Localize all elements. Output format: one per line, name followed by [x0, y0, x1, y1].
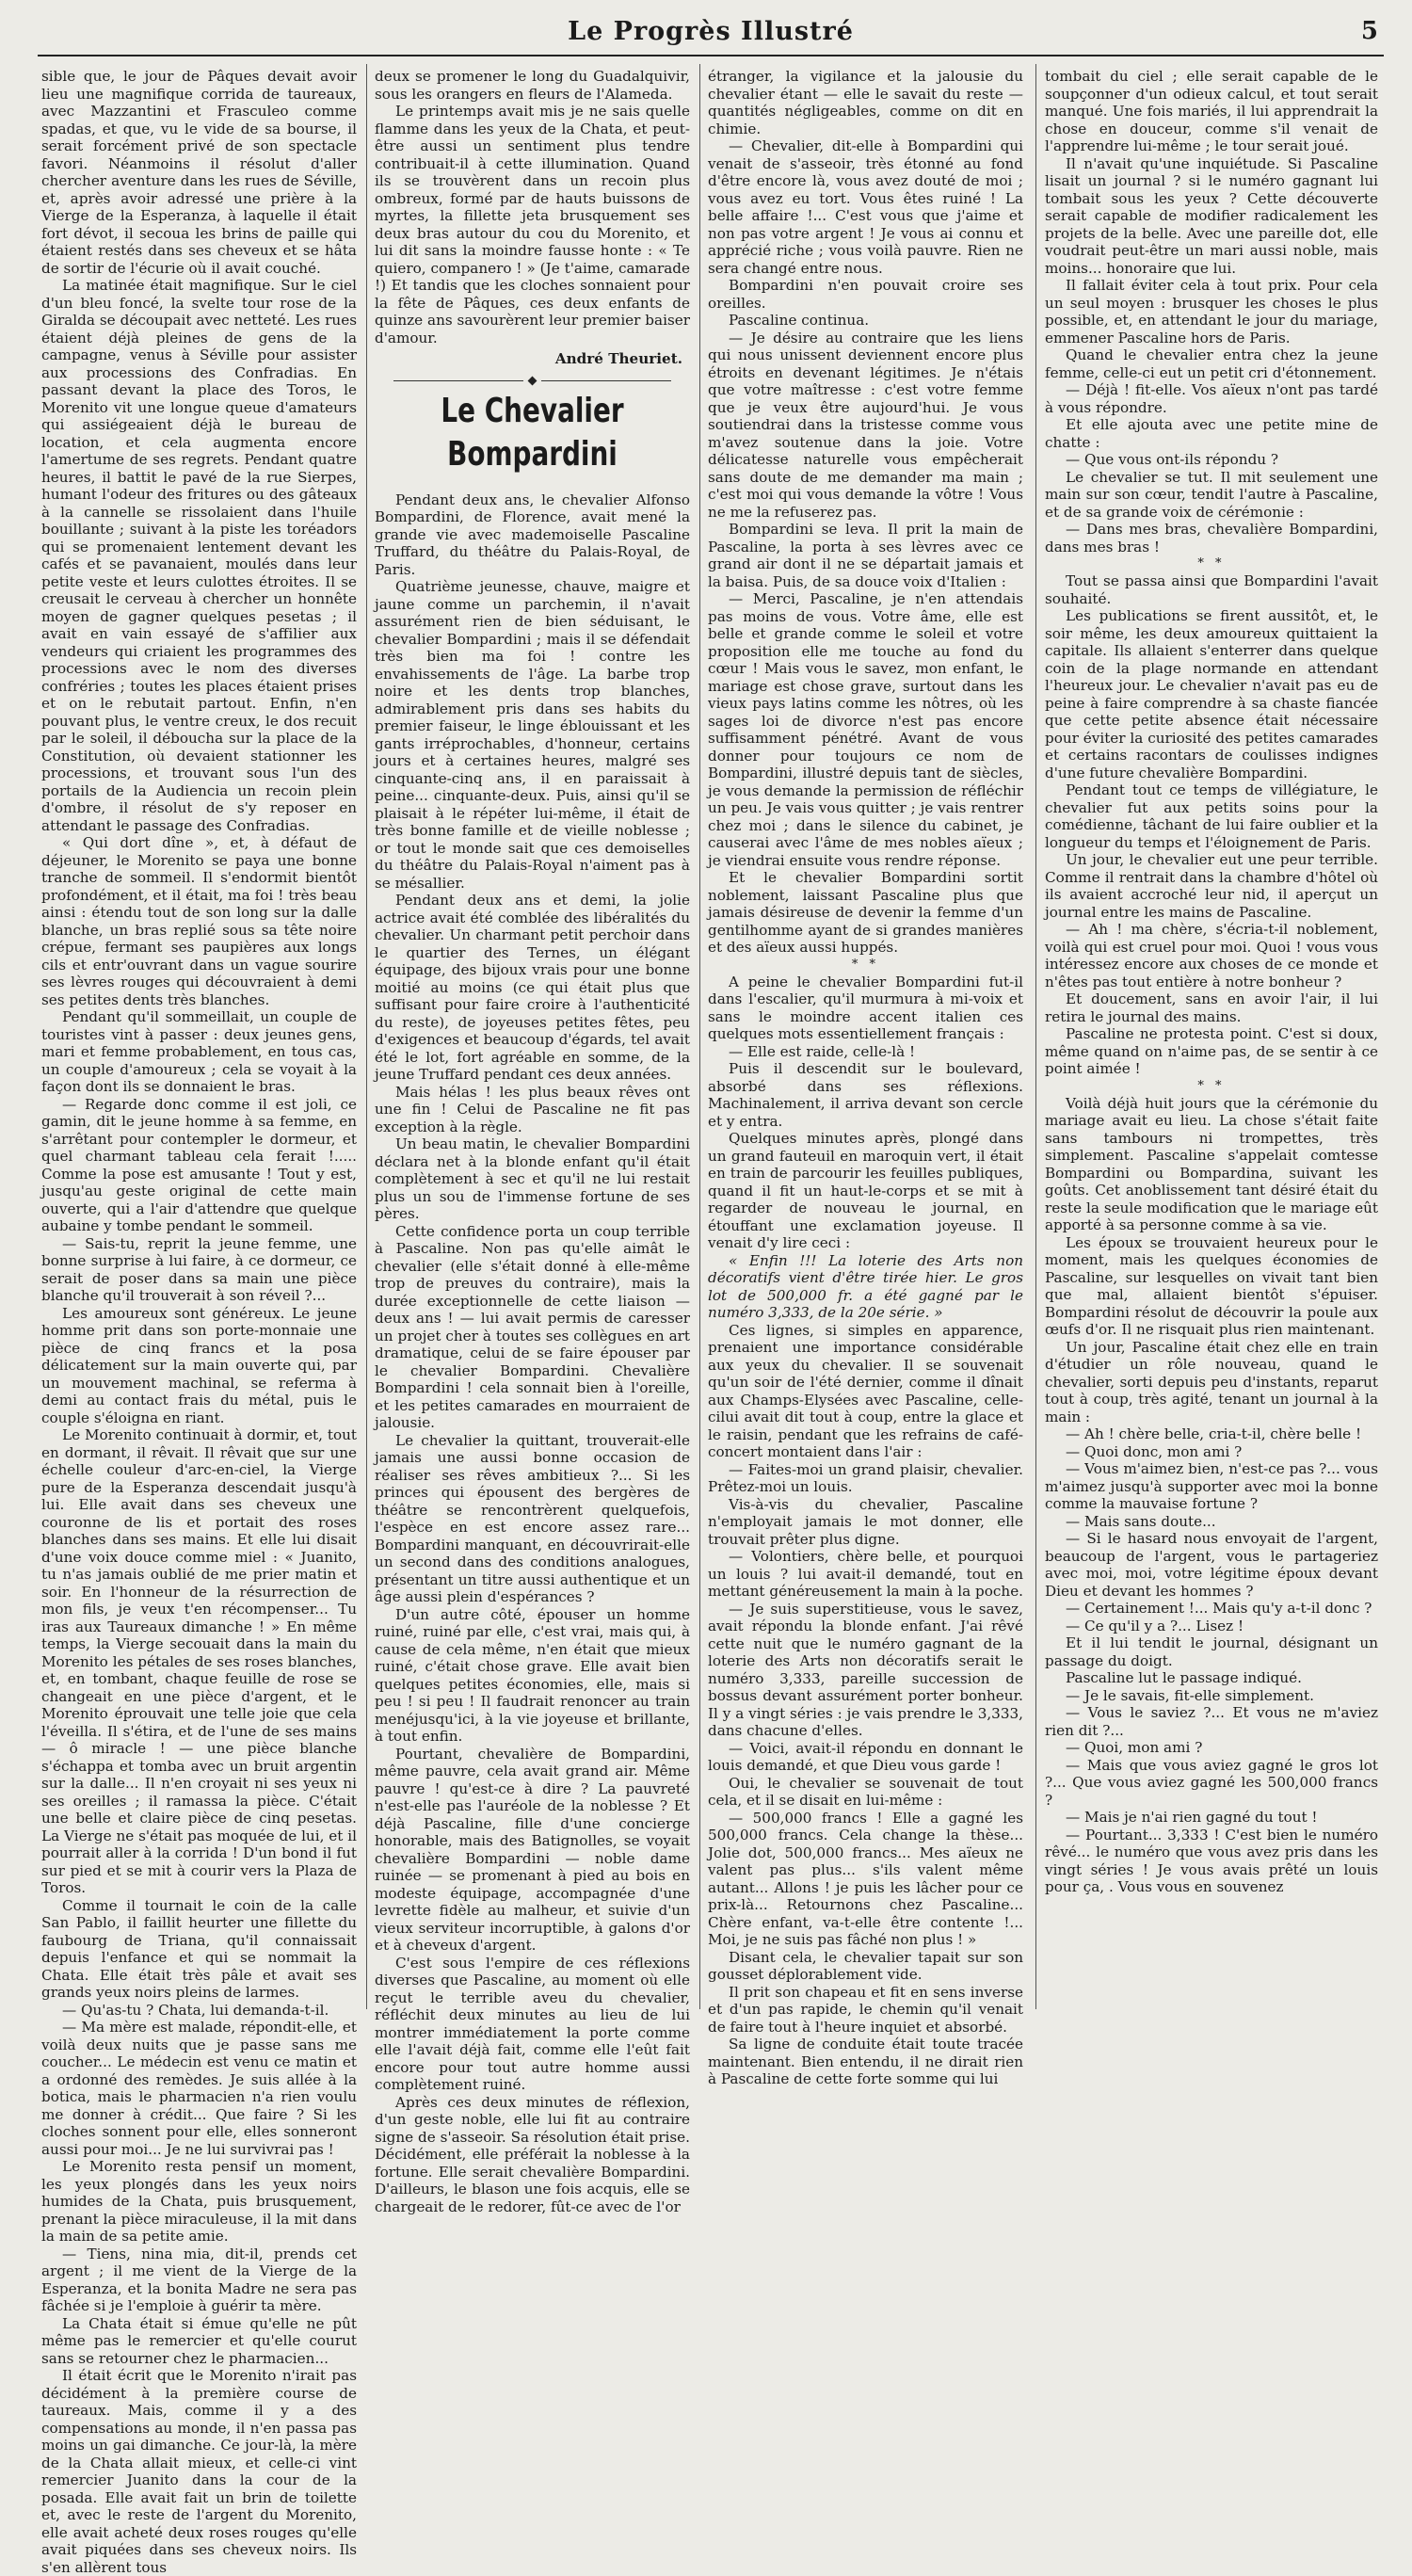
- paragraph: — Vous m'aimez bien, n'est-ce pas ?... vous m'aimez jusqu'à supporter avec moi la bonne comme la mauvaise fortune ?: [1045, 1460, 1378, 1512]
- paragraph: « Enfin !!! La loterie des Arts non décoratifs vient d'être tirée hier. Le gros lot de 500,000 fr. a été gagné par le numéro 3,333, de la 20e série. »: [708, 1251, 1023, 1321]
- paragraph: Il était écrit que le Morenito n'irait pas décidément à la première course de taureaux. Mais, comme il y a des compensations au monde, il n'en passa pas moins un gai dimanche. Ce jour-là, la mère de la Chata allait mieux, et celle-ci vint remercier Juanito dans la cour de la posada. Elle avait fait un brin de toilette et, avec le reste de l'argent du Morenito, elle avait acheté deux roses rouges qu'elle avait piquées dans ses cheveux noirs. Ils s'en allèrent tous: [41, 2367, 357, 2576]
- paragraph: tombait du ciel ; elle serait capable de le soupçonner d'un odieux calcul, et tout serait manqué. Une fois mariés, il lui apprendrait la chose en douceur, comme s'il venait de l'apprendre lui-même ; le tour serait joué.: [1045, 68, 1378, 154]
- paragraph: Pendant deux ans, le chevalier Alfonso Bompardini, de Florence, avait mené la grande vie avec mademoiselle Pascaline Truffard, du théâtre du Palais-Royal, de Paris.: [375, 491, 690, 578]
- paragraph: Après ces deux minutes de réflexion, d'un geste noble, elle lui fit au contraire signe de s'asseoir. Sa résolution était prise. Décidément, elle préférait la noblesse à la fortune. Elle serait chevalière Bompardini. D'ailleurs, le blason une fois acquis, elle se chargeait de le redorer, fût-ce avec de l'or: [375, 2093, 690, 2215]
- paragraph: — Pourtant... 3,333 ! C'est bien le numéro rêvé... le numéro que vous avez pris dans les vingt séries ! Je vous avais prêté un louis pour ça, . Vous vous en souvenez: [1045, 1826, 1378, 1895]
- paragraph: La matinée était magnifique. Sur le ciel d'un bleu foncé, la svelte tour rose de la Giralda se découpait avec netteté. Les rues étaient déjà pleines de gens de la campagne, venus à Séville pour assister aux processions des Confradias. En passant devant la place des Toros, le Morenito vit une longue queue d'amateurs qui assiégeaient déjà le bureau de location, et cela augmenta encore l'amertume de ses regrets. Pendant quatre heures, il battit le pavé de la rue Sierpes, humant l'odeur des fritures ou des gâteaux à la cannelle se rissolaient dans l'huile bouillante ; suivant à la piste les toréadors qui se promenaient lentement devant les cafés et se pavanaient, moulés dans leur petite veste et leurs culottes étroites. Il se creusait le cerveau à chercher un honnête moyen de gagner quelques pesetas ; il avait en vain essayé de s'affilier aux vendeurs qui criaient les programmes des processions avec le nom des diverses confréries ; toutes les places étaient prises et on le rebutait partout. Enfin, n'en pouvant plus, le ventre creux, le dos recuit par le soleil, il déboucha sur la place de la Constitution, où devaient stationner les processions, et trouvant sous l'un des portails de la Audiencia un recoin plein d'ombre, il résolut de s'y reposer en attendant le passage des Confradias.: [41, 277, 357, 834]
- paragraph: — Elle est raide, celle-là !: [729, 1042, 916, 1060]
- paragraph: — 500,000 francs ! Elle a gagné les 500,000 francs. Cela change la thèse... Jolie dot, 500,000 francs... Mes aïeux ne valent pas plus... s'ils valent même autant... Allons ! je puis les lâcher pour ce prix-là... Retournons chez Pascaline... Chère enfant, va-t-elle être contente !... Moi, je ne suis pas fâché non plus ! »: [708, 1809, 1023, 1948]
- paragraph: — Ma mère est malade, répondit-elle, et voilà deux nuits que je passe sans me coucher... Le médecin est venu ce matin et a ordonné des remèdes. Je suis allée à la botica, mais le pharmacien n'a rien voulu me donner à crédit... Que faire ? Si les cloches sonnent pour elle, elles sonneront aussi pour moi... Je ne lui survivrai pas !: [41, 2019, 357, 2158]
- paragraph: Le Morenito resta pensif un moment, les yeux plongés dans les yeux noirs humides de la Chata, puis brusquement, prenant la pièce miraculeuse, il la mit dans la main de sa petite amie.: [41, 2158, 357, 2245]
- paragraph: Pascaline continua.: [729, 312, 870, 329]
- paragraph: Quand le chevalier entra chez la jeune femme, celle-ci eut un petit cri d'étonnement.: [1045, 346, 1378, 381]
- paragraph: Sa ligne de conduite était toute tracée maintenant. Bien entendu, il ne dirait rien à Pascaline de cette forte somme qui lui: [708, 2036, 1023, 2087]
- paragraph: Disant cela, le chevalier tapait sur son gousset déplorablement vide.: [708, 1948, 1023, 1983]
- paragraph: Les amoureux sont généreux. Le jeune homme prit dans son porte-monnaie une pièce de cinq francs et la posa délicatement sur la main ouverte qui, par un mouvement machinal, se referma à demi au contact frais du métal, puis le couple s'éloigna en riant.: [41, 1304, 357, 1426]
- paragraph: Le printemps avait mis je ne sais quelle flamme dans les yeux de la Chata, et peut-être aussi un sentiment plus tendre contribuait-il à cette illumination. Quand ils se trouvèrent dans un recoin plus ombreux, formé par de hauts buissons de myrtes, la fillette jeta brusquement ses deux bras autour du cou du Morenito, et lui dit sans la moindre fausse honte : « Te quiero, companero ! » (Je t'aime, camarade !) Et tandis que les cloches sonnaient pour la fête de Pâques, ces deux enfants de quinze ans savourèrent leur premier baiser d'amour.: [375, 103, 690, 346]
- paragraph: — Regarde donc comme il est joli, ce gamin, dit le jeune homme à sa femme, en s'arrêtant pour contempler le dormeur, et quel charmant tableau cela ferait !..... Comme la pose est amusante ! Tout y est, jusqu'au geste original de cette main ouverte, qui a l'air d'attendre que quelque aubaine y tombe pendant le sommeil.: [41, 1095, 357, 1234]
- paragraph: — Je suis superstitieuse, vous le savez, avait répondu la blonde enfant. J'ai rêvé cette nuit que le numéro gagnant de la loterie des Arts non décoratifs serait le numéro 3,333, pareille succession de bossus devant assurément porter bonheur. Il y a vingt séries : je vais prendre le 3,333, dans chacune d'elles.: [708, 1600, 1023, 1739]
- paragraph: étranger, la vigilance et la jalousie du chevalier étant — elle le savait du reste — quantités négligeables, comme on dit en chimie.: [708, 68, 1023, 137]
- section-break: * *: [851, 957, 880, 972]
- column-2: [375, 68, 690, 2215]
- paragraph: Voilà déjà huit jours que la cérémonie du mariage avait eu lieu. La chose s'était faite sans tambours ni trompettes, très simplement. Pascaline s'appelait comtesse Bompardini ou Bompardina, suivant les goûts. Cet anoblissement tant désiré était du reste la seule modification que le mariage eût apporté à sa personne comme à sa vie.: [1045, 1094, 1378, 1233]
- column-rule: [1035, 64, 1036, 2009]
- paragraph: — Tiens, nina mia, dit-il, prends cet argent ; il me vient de la Vierge de la Esperanza, et la bonita Madre ne sera pas fâchée si je l'emploie à guérir ta mère.: [41, 2245, 357, 2314]
- column-4: [1045, 68, 1378, 2007]
- paragraph: Pascaline lut le passage indiqué.: [1066, 1669, 1302, 1686]
- story-title: Le Chevalier Bompardini: [441, 391, 624, 474]
- paragraph: — Quoi donc, mon ami ?: [1066, 1442, 1243, 1460]
- paragraph: Il n'avait qu'une inquiétude. Si Pascaline lisait un journal ? si le numéro gagnant lui tombait sous les yeux ? Cette découverte serait capable de modifier radicalement les projets de la belle. Avec une pareille dot, elle voudrait peut-être un mari aussi noble, mais moins... honoraire que lui.: [1045, 154, 1378, 277]
- paragraph: Pendant qu'il sommeillait, un couple de touristes vint à passer : deux jeunes gens, mari et femme probablement, en tous cas, un couple d'amoureux ; cela se voyait à la façon dont ils se donnaient le bras.: [41, 1008, 357, 1095]
- paragraph: Un jour, le chevalier eut une peur terrible. Comme il rentrait dans la chambre d'hôtel où ils avaient accroché leur nid, il aperçut un journal entre les mains de Pascaline.: [1045, 851, 1378, 921]
- masthead: [38, 13, 1384, 56]
- author-signature: André Theuriet.: [554, 350, 682, 367]
- paragraph: Oui, le chevalier se souvenait de tout cela, et il se disait en lui-même :: [708, 1774, 1023, 1809]
- paragraph: — Mais que vous aviez gagné le gros lot ?... Que vous aviez gagné les 500,000 francs ?: [1045, 1756, 1378, 1809]
- paragraph: Pendant tout ce temps de villégiature, le chevalier fut aux petits soins pour la comédienne, tâchant de lui faire oublier et la longueur du temps et l'éloignement de Paris.: [1045, 781, 1378, 851]
- paragraph: — Mais sans doute...: [1066, 1512, 1216, 1530]
- paragraph: — Voici, avait-il répondu en donnant le louis demandé, et que Dieu vous garde !: [708, 1739, 1023, 1774]
- paragraph: — Déjà ! fit-elle. Vos aïeux n'ont pas tardé à vous répondre.: [1045, 381, 1378, 416]
- paragraph: Et il lui tendit le journal, désignant un passage du doigt.: [1045, 1634, 1378, 1669]
- paragraph: Ces lignes, si simples en apparence, prenaient une importance considérable aux yeux du chevalier. Il se souvenait qu'un soir de l'été dernier, comme il dînait aux Champs-Elysées avec Pascaline, celle-cilui avait dit tout à coup, entre la glace et le raisin, pendant que les refrains de café-concert montaient dans l'air :: [708, 1321, 1023, 1460]
- paragraph: Comme il tournait le coin de la calle San Pablo, il faillit heurter une fillette du faubourg de Triana, qu'il connaissait depuis l'enfance et qui se nommait la Chata. Elle était très pâle et avait ses grands yeux noirs pleins de larmes.: [41, 1896, 357, 2001]
- paragraph: Un jour, Pascaline était chez elle en train d'étudier un rôle nouveau, quand le chevalier, sorti depuis peu d'instants, reparut tout à coup, très agité, tenant un journal à la main :: [1045, 1338, 1378, 1425]
- paragraph: — Mais je n'ai rien gagné du tout !: [1066, 1809, 1318, 1826]
- column-rule: [366, 64, 367, 2009]
- section-break: * *: [1197, 1078, 1226, 1093]
- paragraph: — Vous le saviez ?... Et vous ne m'aviez rien dit ?...: [1045, 1704, 1378, 1739]
- paragraph: Bompardini n'en pouvait croire ses oreilles.: [708, 277, 1023, 312]
- paragraph: — Ah ! ma chère, s'écria-t-il noblement, voilà qui est cruel pour moi. Quoi ! vous vous intéressez encore aux choses de ce monde et n'êtes pas tout entière à notre bonheur ?: [1045, 921, 1378, 990]
- paragraph: — Merci, Pascaline, je n'en attendais pas moins de vous. Votre âme, elle est belle et grande comme le soleil et votre proposition elle me touche au fond du cœur ! Mais vous le savez, mon enfant, le mariage est chose grave, surtout dans les vieux pays latins comme les nôtres, où les sages loi de divorce n'est pas encore suffisamment pénétré. Avant de vous donner pour toujours ce nom de Bompardini, illustré depuis tant de siècles, je vous demande la permission de réfléchir un peu. Je vais vous quitter ; je vais rentrer chez moi ; dans le silence du cabinet, je causerai avec l'âme de mes nobles aïeux ; je viendrai ensuite vous rendre réponse.: [708, 590, 1023, 869]
- paragraph: Le chevalier se tut. Il mit seulement une main sur son cœur, tendit l'autre à Pascaline, et de sa grande voix de cérémonie :: [1045, 468, 1378, 521]
- paragraph: — Ce qu'il y a ?... Lisez !: [1066, 1617, 1244, 1634]
- paragraph: Un beau matin, le chevalier Bompardini déclara net à la blonde enfant qu'il était complètement à sec et qu'il ne lui restait plus un sou de l'immense fortune de ses pères.: [375, 1135, 690, 1222]
- paragraph: — Faites-moi un grand plaisir, chevalier. Prêtez-moi un louis.: [708, 1460, 1023, 1495]
- paragraph: A peine le chevalier Bompardini fut-il dans l'escalier, qu'il murmura à mi-voix et sans le moindre accent italien ces quelques mots essentiellement français :: [708, 973, 1023, 1042]
- section-break: * *: [1197, 556, 1226, 571]
- paragraph: — Certainement !... Mais qu'y a-t-il donc ?: [1066, 1600, 1372, 1617]
- paragraph: — Si le hasard nous envoyait de l'argent, beaucoup de l'argent, vous le partageriez avec moi, moi, votre légitime époux devant Dieu et devant les hommes ?: [1045, 1530, 1378, 1600]
- paragraph: Tout se passa ainsi que Bompardini l'avait souhaité.: [1045, 572, 1378, 607]
- paragraph: Le chevalier la quittant, trouverait-elle jamais une aussi bonne occasion de réaliser ses rêves ambitieux ?... Si les princes qui épousent des bergères de théâtre se rencontrèrent quelquefois, l'espèce en est encore assez rare... Bompardini manquant, en découvrirait-elle un second dans des conditions analogues, présentant un titre aussi authentique et un âge aussi plein d'espérances ?: [375, 1431, 690, 1605]
- paragraph: Mais hélas ! les plus beaux rêves ont une fin ! Celui de Pascaline ne fit pas exception à la règle.: [375, 1083, 690, 1135]
- paragraph: — Qu'as-tu ? Chata, lui demanda-t-il.: [62, 2001, 329, 2019]
- paragraph: Quatrième jeunesse, chauve, maigre et jaune comme un parchemin, il n'avait assurément rien de bien séduisant, le chevalier Bompardini ; mais il se défendait très bien ma foi ! contre les envahissements de l'âge. La barbe trop noire et les dents trop blanches, admirablement pris dans ses habits du premier faiseur, le linge éblouissant et les gants irréprochables, d'honneur, certains jours et à certaines heures, malgré ses cinquante-cinq ans, il en paraissait à peine... cinquante-deux. Puis, ainsi qu'il se plaisait à le répéter lui-même, il était de très bonne famille et de vieille noblesse ; or tout le monde sait que ces demoiselles du théâtre du Palais-Royal n'aiment pas à se mésallier.: [375, 578, 690, 892]
- paragraph: — Sais-tu, reprit la jeune femme, une bonne surprise à lui faire, à ce dormeur, ce serait de poser dans sa main une pièce blanche qu'il trouverait à son réveil ?...: [41, 1234, 357, 1304]
- paragraph: Et le chevalier Bompardini sortit noblement, laissant Pascaline plus que jamais désireuse de devenir la femme d'un gentilhomme ayant de si grandes manières et des aïeux aussi huppés.: [708, 869, 1023, 956]
- paragraph: Pourtant, chevalière de Bompardini, même pauvre, cela avait grand air. Même pauvre ! qu'est-ce à dire ? La pauvreté n'est-elle pas l'auréole de la noblesse ? Et déjà Pascaline, fille d'une concierge honorable, mais des Batignolles, se voyait chevalière Bompardini — noble dame ruinée — se promenant à pied au bois en modeste équipage, accompagnée d'une levrette fidèle au malheur, et suivie d'un vieux serviteur incorruptible, à galons d'or et à cheveux d'argent.: [375, 1745, 690, 1954]
- paragraph: — Quoi, mon ami ?: [1066, 1739, 1203, 1756]
- paragraph: — Chevalier, dit-elle à Bompardini qui venait de s'asseoir, très étonné au fond d'être encore là, vous avez douté de moi ; vous avez eu tort. Vous êtes ruiné ! La belle affaire !... C'est vous que j'aime et non pas votre argent ! Je vous ai connu et apprécié riche ; vous voilà pauvre. Rien ne sera changé entre nous.: [708, 137, 1023, 277]
- newspaper-title: Le Progrès Illustré: [568, 17, 854, 46]
- column-1: [41, 68, 357, 2576]
- paragraph: — Ah ! chère belle, cria-t-il, chère belle !: [1066, 1425, 1362, 1442]
- paragraph: Et elle ajouta avec une petite mine de chatte :: [1045, 416, 1378, 451]
- paragraph: « Qui dort dîne », et, à défaut de déjeuner, le Morenito se paya une bonne tranche de sommeil. Il s'endormit bientôt profondément, et il était, ma foi ! très beau ainsi : étendu tout de son long sur la dalle blanche, un bras replié sous sa tête noire crépue, fermant ses paupières aux longs cils et entr'ouvrant dans un vague sourire ses lèvres rouges qui découvraient à demi ses petites dents très blanches.: [41, 834, 357, 1008]
- paragraph: Il prit son chapeau et fit en sens inverse et d'un pas rapide, le chemin qu'il venait de faire tout à l'heure inquiet et absorbé.: [708, 1983, 1023, 2036]
- paragraph: Les publications se firent aussitôt, et, le soir même, les deux amoureux quittaient la capitale. Ils allaient s'enterrer dans quelque coin de la plage normande en attendant l'heureux jour. Le chevalier n'avait pas eu de peine à faire comprendre à sa chaste fiancée que cette petite absence était nécessaire pour éviter la curiosité des petites camarades et certains racontars de coulisses indignes d'une future chevalière Bompardini.: [1045, 607, 1378, 781]
- paragraph: Cette confidence porta un coup terrible à Pascaline. Non pas qu'elle aimât le chevalier (elle s'était donné à elle-même trop de preuves du contraire), mais la durée exceptionnelle de cette liaison — deux ans ! — lui avait permis de caresser un projet cher à toutes ses collègues en art dramatique, celui de se faire épouser par le chevalier Bompardini. Chevalière Bompardini ! cela sonnait bien à l'oreille, et les petites camarades en mourraient de jalousie.: [375, 1222, 690, 1431]
- paragraph: — Dans mes bras, chevalière Bompardini, dans mes bras !: [1045, 521, 1378, 555]
- paragraph: Les époux se trouvaient heureux pour le moment, mais les quelques économies de Pascaline, sur lesquelles on vivait tant bien que mal, allaient bientôt s'épuiser. Bompardini résolut de découvrir la poule aux œufs d'or. Il ne risquait plus rien maintenant.: [1045, 1233, 1378, 1338]
- column-rule: [699, 64, 700, 2009]
- page-number: 5: [1360, 17, 1378, 45]
- paragraph: — Je désire au contraire que les liens qui nous unissent deviennent encore plus étroits en devenant légitimes. Je n'étais que votre maîtresse : c'est votre femme que je veux être aujourd'hui. Je vous soutiendrai dans la tristesse comme vous m'avez soutenue dans la joie. Votre délicatesse naturelle vous empêcherait sans doute de me demander ma main ; c'est moi qui vous demande la vôtre ! Vous ne me la refuserez pas.: [708, 329, 1023, 521]
- paragraph: Le Morenito continuait à dormir, et, tout en dormant, il rêvait. Il rêvait que sur une échelle couleur d'arc-en-ciel, la Vierge pure de la Esperanza descendait jusqu'à lui. Elle avait dans ses cheveux une couronne de lis et portait des roses blanches dans ses mains. Et elle lui disait d'une voix douce comme miel : « Juanito, tu n'as jamais oublié de me prier matin et soir. En l'honneur de la résurrection de mon fils, je veux t'en récompenser... Tu iras aux Taureaux dimanche ! » En même temps, la Vierge secouait dans la main du Morenito les pétales de ses roses blanches, et, en tombant, chaque feuille de rose se changeait en une pièce d'argent, et le Morenito éprouvait une telle joie que cela l'éveilla. Il s'étira, et de l'une de ses mains — ô miracle ! — une pièce blanche s'échappa et tomba avec un bruit argentin sur la dalle... Il n'en croyait ni ses yeux ni ses oreilles ; il ramassa la pièce. C'était une belle et claire pièce de cinq pesetas. La Vierge ne s'était pas moquée de lui, et il pourrait aller à la corrida ! D'un bond il fut sur pied et se mit à courir vers la Plaza de Toros.: [41, 1426, 357, 1896]
- paragraph: C'est sous l'empire de ces réflexions diverses que Pascaline, au moment où elle reçut le terrible aveu du chevalier, réfléchit deux minutes au lieu de lui montrer immédiatement la porte comme elle l'avait déjà fait, comme elle l'eût fait encore pour tout autre homme aussi complètement ruiné.: [375, 1954, 690, 2093]
- paragraph: D'un autre côté, épouser un homme ruiné, ruiné par elle, c'est vrai, mais qui, à cause de cela même, n'en était que mieux ruiné, c'était chose grave. Elle avait bien quelques petites économies, elle, mais si peu ! si peu ! Il faudrait renoncer au train menéjusqu'ici, à la vie joyeuse et brillante, à tout enfin.: [375, 1605, 690, 1745]
- paragraph: Vis-à-vis du chevalier, Pascaline n'employait jamais le mot donner, elle trouvait prêter plus digne.: [708, 1495, 1023, 1548]
- paragraph: sible que, le jour de Pâques devait avoir lieu une magnifique corrida de taureaux, avec Mazzantini et Frasculeo comme spadas, et que, vu le vide de sa bourse, il serait forcément privé de son spectacle favori. Néanmoins il résolut d'aller chercher aventure dans les rues de Séville, et, après avoir adressé une prière à la Vierge de la Esperanza, à laquelle il était fort dévot, il secoua les brins de paille qui étaient restés dans ses cheveux et se hâta de sortir de l'écurie où il avait couché.: [41, 68, 357, 277]
- paragraph: — Je le savais, fit-elle simplement.: [1066, 1686, 1314, 1704]
- paragraph: Pendant deux ans et demi, la jolie actrice avait été comblée des libéralités du chevalier. Un charmant petit perchoir dans le quartier des Ternes, un élégant équipage, des bijoux vrais pour une bonne moitié au moins (ce qui était plus que suffisant pour faire croire à l'authenticité du reste), de joyeuses petites fêtes, peu d'exigences et beaucoup d'égards, tel avait été le lot, fort agréable en somme, de la jeune Truffard pendant ces deux années.: [375, 892, 690, 1083]
- column-3: [708, 68, 1024, 2087]
- paragraph: Il fallait éviter cela à tout prix. Pour cela un seul moyen : brusquer les choses le plus possible, et, en attendant le jour du mariage, emmener Pascaline hors de Paris.: [1045, 277, 1378, 346]
- paragraph: Quelques minutes après, plongé dans un grand fauteuil en maroquin vert, il était en train de parcourir les feuilles publiques, quand il fit un haut-le-corps et se mit à regarder de nouveau le journal, en étouffant une exclamation joyeuse. Il venait d'y lire ceci :: [708, 1130, 1023, 1251]
- paragraph: — Que vous ont-ils répondu ?: [1066, 451, 1279, 468]
- paragraph: — Volontiers, chère belle, et pourquoi un louis ? lui avait-il demandé, tout en mettant généreusement la main à la poche.: [708, 1548, 1024, 1600]
- paragraph: Puis il descendit sur le boulevard, absorbé dans ses réflexions. Machinalement, il arriva devant son cercle et y entra.: [708, 1060, 1023, 1130]
- paragraph: deux se promener le long du Guadalquivir, sous les orangers en fleurs de l'Alameda.: [375, 68, 690, 103]
- paragraph: La Chata était si émue qu'elle ne pût même pas le remercier et qu'elle courut sans se retourner chez le pharmacien...: [41, 2314, 357, 2367]
- paragraph: Et doucement, sans en avoir l'air, il lui retira le journal des mains.: [1045, 990, 1378, 1025]
- paragraph: Bompardini se leva. Il prit la main de Pascaline, la porta à ses lèvres avec ce grand air dont il ne se départait jamais et la baisa. Puis, de sa douce voix d'Italien :: [708, 521, 1023, 590]
- paragraph: Pascaline ne protesta point. C'est si doux, même quand on n'aime pas, de se sentir à ce point aimée !: [1045, 1025, 1378, 1077]
- ornament-divider: [393, 378, 671, 384]
